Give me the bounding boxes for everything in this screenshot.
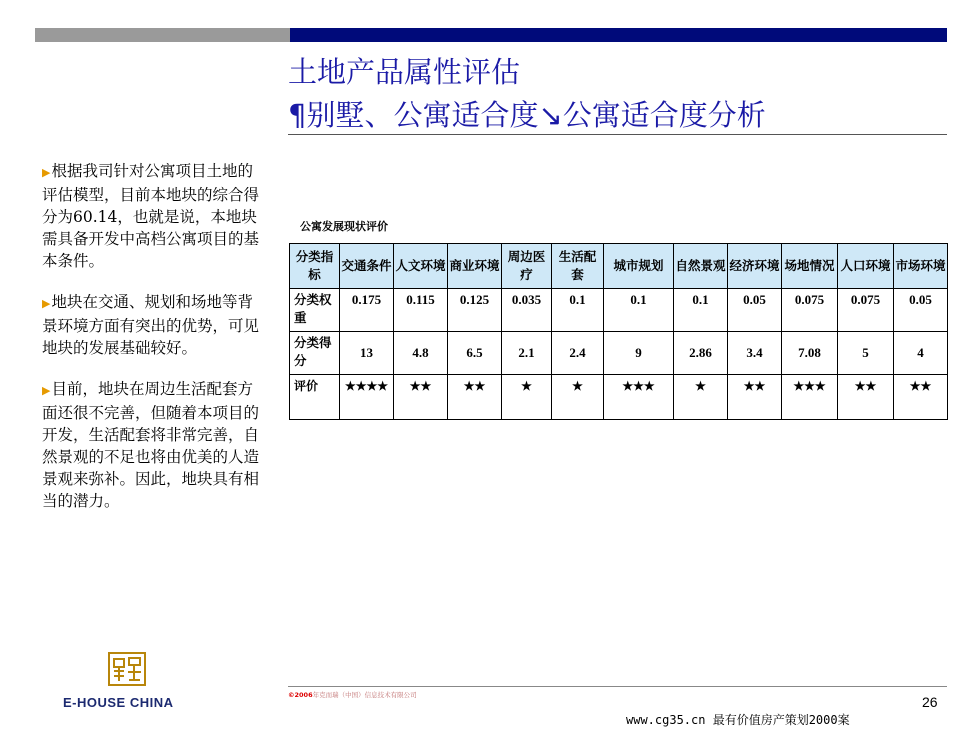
- header-gray-bar: [35, 28, 290, 42]
- score-cell: 4: [894, 332, 948, 375]
- copyright-year: ©2006: [288, 691, 313, 699]
- row-label: 分类权重: [290, 289, 340, 332]
- page-title: 土地产品属性评估: [288, 55, 521, 89]
- score-cell: 4.8: [394, 332, 448, 375]
- evaluation-table: [289, 243, 948, 420]
- rating-cell: ★★★★: [340, 375, 394, 420]
- page-number: 26: [922, 694, 938, 710]
- table-row-weights: [290, 289, 948, 332]
- score-cell: 2.1: [502, 332, 552, 375]
- rating-cell: ★★: [838, 375, 894, 420]
- ehouse-logo-icon: [108, 652, 146, 686]
- weight-cell: 0.175: [340, 289, 394, 332]
- rating-cell: ★★: [894, 375, 948, 420]
- weight-cell: 0.035: [502, 289, 552, 332]
- column-header: 经济环境: [728, 244, 782, 289]
- score-cell: 7.08: [782, 332, 838, 375]
- header-navy-bar: [290, 28, 947, 42]
- note-text: 目前，地块在周边生活配套方面还很不完善，但随着本项目的开发，生活配套将非常完善，自然景观的不足也将由优美的人造景观来弥补。因此，地块具有相当的潜力。: [42, 380, 260, 510]
- row-label: 评价: [290, 375, 340, 420]
- copyright-notice: [288, 690, 417, 699]
- bullet-arrow-icon: ▶: [42, 384, 51, 397]
- table-header-row: [290, 244, 948, 289]
- weight-cell: 0.075: [782, 289, 838, 332]
- score-cell: 2.4: [552, 332, 604, 375]
- column-header: 人口环境: [838, 244, 894, 289]
- weight-cell: 0.115: [394, 289, 448, 332]
- table-row-rating: [290, 375, 948, 420]
- column-header: 生活配套: [552, 244, 604, 289]
- note-text: 地块在交通、规划和场地等背景环境方面有突出的优势，可见地块的发展基础较好。: [42, 293, 260, 357]
- logo-text: E-HOUSE CHINA: [63, 695, 174, 710]
- rating-cell: ★★: [394, 375, 448, 420]
- weight-cell: 0.1: [552, 289, 604, 332]
- note-paragraph-3: [42, 378, 264, 512]
- rating-cell: ★: [552, 375, 604, 420]
- title-divider: [288, 134, 947, 135]
- row-label: 分类得分: [290, 332, 340, 375]
- column-header: 周边医疗: [502, 244, 552, 289]
- column-header: 交通条件: [340, 244, 394, 289]
- rating-cell: ★★★: [604, 375, 674, 420]
- score-cell: 3.4: [728, 332, 782, 375]
- column-header: 人文环境: [394, 244, 448, 289]
- bullet-arrow-icon: ▶: [42, 297, 51, 310]
- weight-cell: 0.05: [728, 289, 782, 332]
- page-subtitle: ¶别墅、公寓适合度↘公寓适合度分析: [288, 98, 766, 132]
- rating-cell: ★: [502, 375, 552, 420]
- note-paragraph-1: [42, 160, 264, 272]
- rating-cell: ★★: [728, 375, 782, 420]
- table-caption: 公寓发展现状评价: [300, 220, 388, 233]
- rating-cell: ★★: [448, 375, 502, 420]
- score-cell: 9: [604, 332, 674, 375]
- bullet-arrow-icon: ▶: [42, 166, 51, 179]
- table-row-scores: [290, 332, 948, 375]
- rating-cell: ★★★: [782, 375, 838, 420]
- footer-divider: [288, 686, 947, 687]
- column-header: 市场环境: [894, 244, 948, 289]
- column-header: 自然景观: [674, 244, 728, 289]
- note-text: 根据我司针对公寓项目土地的评估模型，目前本地块的综合得分为60.14，也就是说，本地块需具备开发中高档公寓项目的基本条件。: [42, 162, 260, 270]
- rating-cell: ★: [674, 375, 728, 420]
- column-header: 城市规划: [604, 244, 674, 289]
- weight-cell: 0.1: [604, 289, 674, 332]
- score-cell: 13: [340, 332, 394, 375]
- header-label-cell: 分类指标: [290, 244, 340, 289]
- score-cell: 6.5: [448, 332, 502, 375]
- score-cell: 5: [838, 332, 894, 375]
- site-watermark: www.cg35.cn 最有价值房产策划2000案: [626, 713, 850, 727]
- weight-cell: 0.075: [838, 289, 894, 332]
- weight-cell: 0.05: [894, 289, 948, 332]
- left-notes: [42, 160, 264, 531]
- copyright-text: 年克而瑞（中国）信息技术有限公司: [312, 691, 417, 699]
- note-paragraph-2: [42, 291, 264, 359]
- weight-cell: 0.125: [448, 289, 502, 332]
- column-header: 场地情况: [782, 244, 838, 289]
- weight-cell: 0.1: [674, 289, 728, 332]
- score-cell: 2.86: [674, 332, 728, 375]
- column-header: 商业环境: [448, 244, 502, 289]
